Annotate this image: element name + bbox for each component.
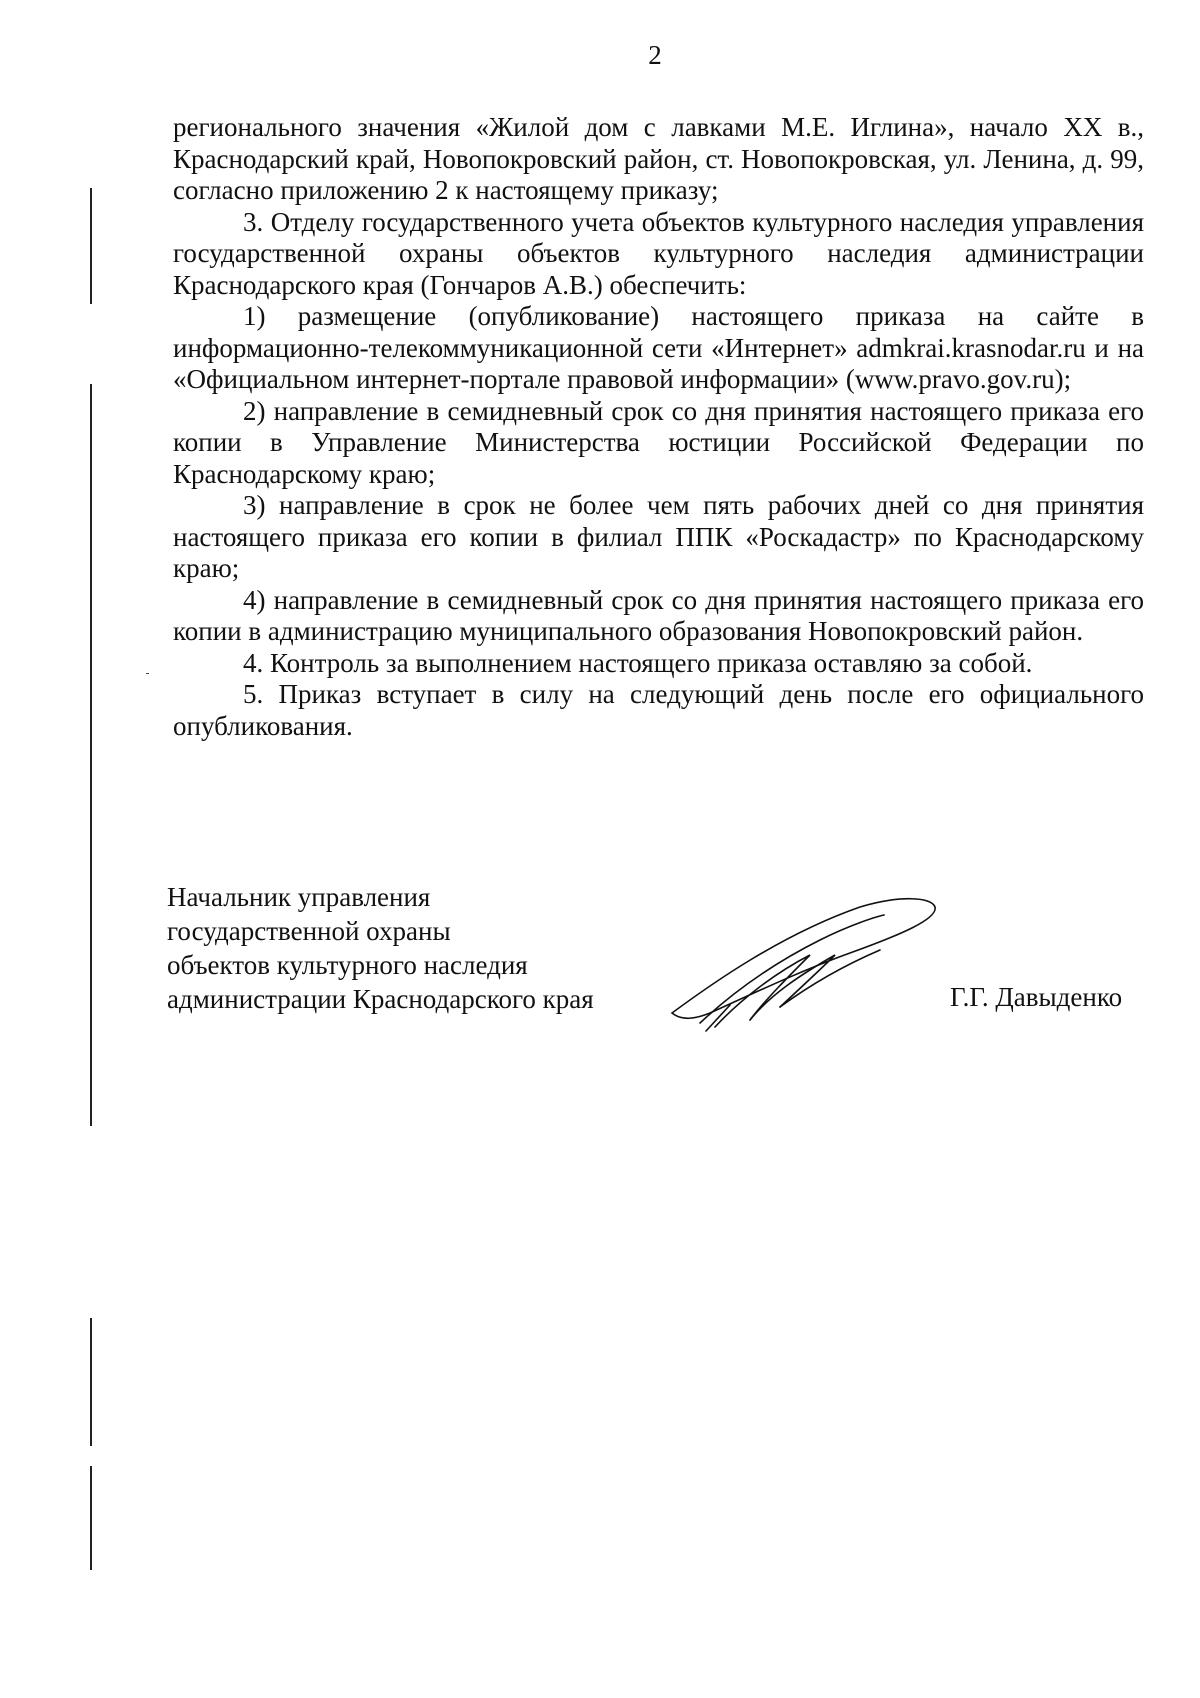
signer-position-line: администрации Краснодарского края (167, 984, 594, 1014)
paragraph-subitem-2: 2) направление в семидневный срок со дня принятия настоящего приказа его копии в Управление Министерства юстиции Российской Федерации по Краснодарскому краю; (173, 395, 1144, 489)
signer-position-line: Начальник управления (167, 882, 431, 912)
signer-position-line: государственной охраны (167, 916, 451, 946)
signer-name: Г.Г. Давыденко (950, 982, 1123, 1012)
paragraph-subitem-1: 1) размещение (опубликование) настоящего приказа на сайте в информационно-телекоммуникационной сети «Интернет» admkrai.krasnodar.ru и на «Официальном интернет-портале правовой информации» (www.pravo.gov.ru); (173, 301, 1144, 394)
paragraph-item-4: 4. Контроль за выполнением настоящего приказа оставляю за собой. (243, 647, 1033, 678)
margin-line (90, 1318, 92, 1446)
signer-position (167, 880, 594, 1016)
document-body (173, 112, 1144, 742)
signer-position-line: объектов культурного наследия (167, 950, 528, 980)
paragraph-subitem-4: 4) направление в семидневный срок со дня принятия настоящего приказа его копии в администрацию муниципального образования Новопокровский район. (173, 584, 1144, 646)
margin-line (90, 1466, 92, 1570)
paragraph-item-5: 5. Приказ вступает в силу на следующий день после его официального опубликования. (173, 679, 1144, 741)
paragraph-item-3: 3. Отделу государственного учета объектов культурного наследия управления государственной охраны объектов культурного наследия администрации Краснодарского края (Гончаров А.В.) обеспечить: (173, 206, 1144, 300)
handwritten-signature (670, 895, 945, 1035)
scan-tick-mark (146, 673, 149, 674)
margin-line (90, 384, 92, 1126)
page-number: 2 (648, 40, 662, 70)
paragraph-continuation: регионального значения «Жилой дом с лавками М.Е. Иглина», начало XX в., Краснодарский край, Новопокровский район, ст. Новопокровская, ул. Ленина, д. 99, согласно приложению 2 к настоящему приказу; (173, 112, 1144, 205)
margin-line (90, 188, 92, 304)
paragraph-subitem-3: 3) направление в срок не более чем пять рабочих дней со дня принятия настоящего приказа его копии в филиал ППК «Роскадастр» по Краснодарскому краю; (173, 490, 1144, 583)
